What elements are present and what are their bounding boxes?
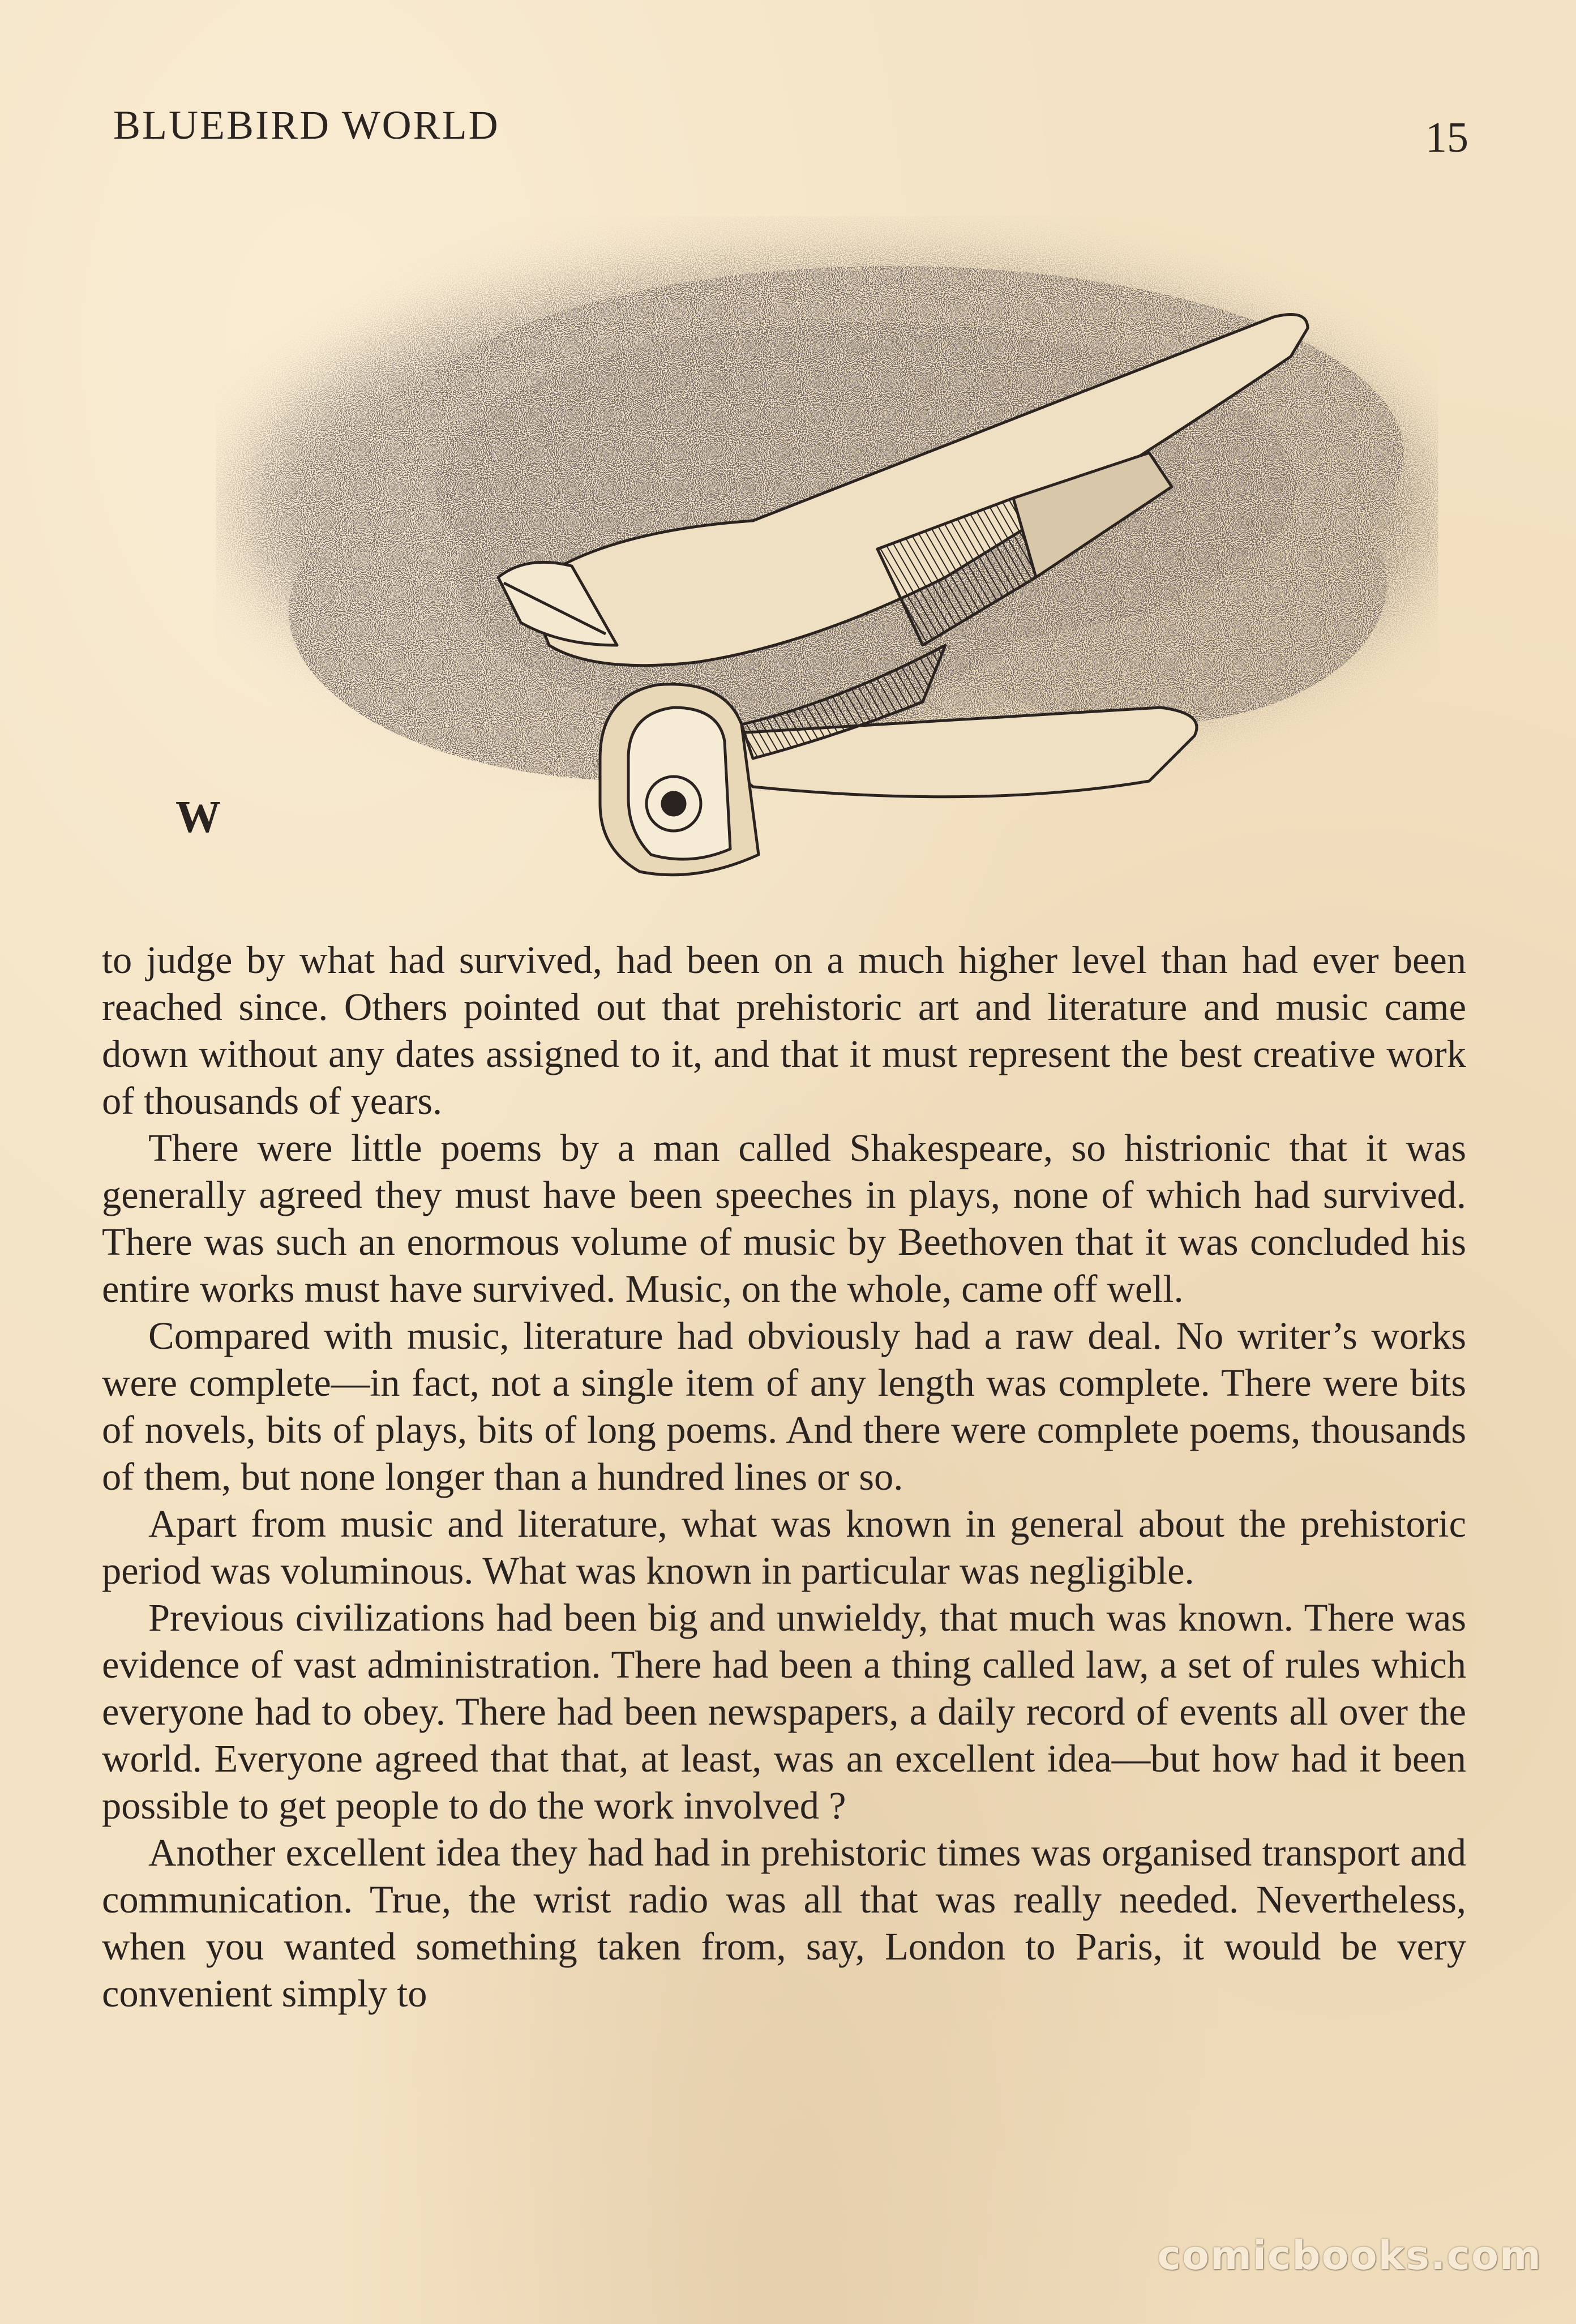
body-text bbox=[102, 937, 1466, 2017]
paragraph: Another excellent idea they had had in prehistoric times was organised transport and communication. True, the wrist radio was all that was really needed. Nevertheless, when you wanted something taken from, say, London to Paris, it would be very convenient simply to bbox=[102, 1831, 1466, 2015]
paragraph: Apart from music and literature, what was known in general about the prehistoric period was voluminous. What was known in particular was negligible. bbox=[102, 1502, 1466, 1592]
artist-initial: W bbox=[175, 792, 221, 842]
page-number: 15 bbox=[1425, 114, 1468, 161]
paragraph: Previous civilizations had been big and unwieldy, that much was known. There was evidence of vast administration. There had been a thing called law, a set of rules which everyone had to obey. There had been newspapers, a daily record of events all over the world. Everyone agreed that that, at least, was an excellent idea—but how had it been possible to get people to do the work involved ? bbox=[102, 1596, 1466, 1827]
running-head: BLUEBIRD WORLD bbox=[113, 102, 500, 148]
streamlined-craft-illustration bbox=[130, 215, 1489, 906]
paragraph: to judge by what had survived, had been on a much higher level than had ever been reached since. Others pointed out that prehistoric art and literature and music came down without any dates assigned to it, and that it must represent the best creative work of thousands of years. bbox=[102, 938, 1466, 1122]
paragraph: There were little poems by a man called Shakespeare, so histrionic that it was generally agreed they must have been speeches in plays, none of which had survived. There was such an enormous volume of music by Beethoven that it was concluded his entire works must have survived. Music, on the whole, came off well. bbox=[102, 1126, 1466, 1310]
watermark: comicbooks.com bbox=[1157, 2232, 1542, 2279]
paragraph: Compared with music, literature had obviously had a raw deal. No writer’s works were complete—in fact, not a single item of any length was complete. There were bits of novels, bits of plays, bits of long poems. And there were complete poems, thousands of them, but none longer than a hundred lines or so. bbox=[102, 1314, 1466, 1498]
